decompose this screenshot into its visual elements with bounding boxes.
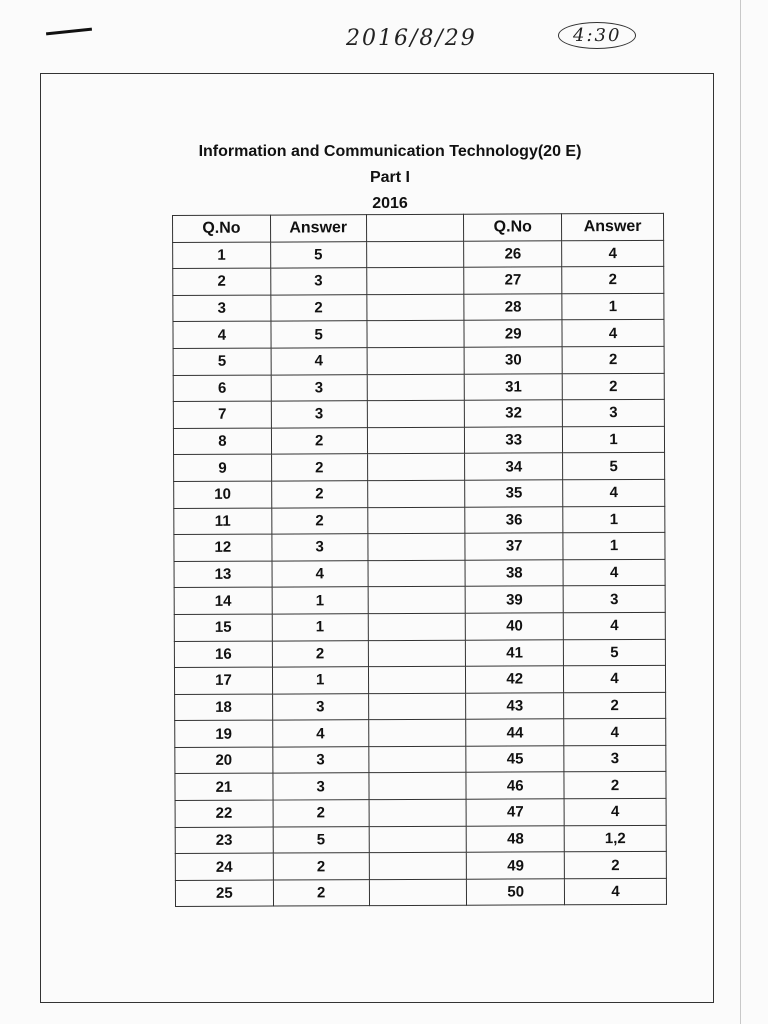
blank-cell bbox=[368, 720, 466, 747]
answer-right: 1 bbox=[563, 532, 665, 559]
table-row bbox=[175, 878, 666, 907]
question-number-left: 24 bbox=[175, 853, 273, 880]
question-number-right: 34 bbox=[465, 453, 563, 480]
question-number-right: 46 bbox=[466, 772, 564, 799]
table-row bbox=[174, 612, 665, 641]
question-number-right: 33 bbox=[465, 427, 563, 454]
answer-right: 1 bbox=[562, 293, 664, 320]
question-number-right: 39 bbox=[465, 586, 563, 613]
question-number-right: 45 bbox=[466, 746, 564, 773]
blank-cell bbox=[367, 347, 465, 374]
question-number-right: 48 bbox=[466, 825, 564, 852]
question-number-right: 36 bbox=[465, 506, 563, 533]
question-number-left: 9 bbox=[174, 454, 272, 481]
answer-left: 2 bbox=[271, 454, 367, 481]
table-body bbox=[173, 240, 667, 907]
question-number-right: 31 bbox=[465, 373, 563, 400]
page-edge bbox=[740, 0, 741, 1024]
answer-right: 2 bbox=[564, 692, 666, 719]
answer-left: 1 bbox=[272, 614, 368, 641]
answer-left: 3 bbox=[271, 401, 367, 428]
table-row bbox=[175, 772, 666, 801]
blank-cell bbox=[368, 746, 466, 773]
answer-left: 1 bbox=[272, 587, 368, 614]
question-number-right: 38 bbox=[465, 560, 563, 587]
question-number-right: 26 bbox=[464, 240, 562, 267]
blank-cell bbox=[368, 693, 466, 720]
header-answer-right: Answer bbox=[562, 213, 664, 240]
document-part: Part I bbox=[369, 169, 410, 186]
answer-right: 3 bbox=[564, 745, 666, 772]
answer-right: 2 bbox=[562, 267, 664, 294]
question-number-right: 40 bbox=[466, 613, 564, 640]
answer-left: 5 bbox=[273, 826, 369, 853]
question-number-left: 13 bbox=[174, 561, 272, 588]
blank-cell bbox=[366, 267, 464, 294]
blank-cell bbox=[368, 587, 466, 614]
table-row bbox=[174, 639, 665, 668]
table-row bbox=[175, 852, 666, 881]
answer-left: 1 bbox=[272, 667, 368, 694]
blank-cell bbox=[366, 294, 464, 321]
question-number-left: 10 bbox=[174, 481, 272, 508]
answer-right: 4 bbox=[563, 612, 665, 639]
table-row bbox=[174, 506, 665, 535]
answer-left: 5 bbox=[271, 321, 367, 348]
table-row bbox=[174, 532, 665, 561]
question-number-right: 29 bbox=[464, 320, 562, 347]
handwritten-date: 2016/8/29 bbox=[346, 26, 477, 51]
header-answer-left: Answer bbox=[270, 215, 366, 242]
question-number-right: 43 bbox=[466, 692, 564, 719]
answer-right: 1 bbox=[563, 506, 665, 533]
answer-left: 2 bbox=[271, 427, 367, 454]
blank-cell bbox=[367, 374, 465, 401]
question-number-left: 15 bbox=[174, 614, 272, 641]
question-number-left: 4 bbox=[173, 321, 271, 348]
question-number-left: 25 bbox=[175, 880, 273, 907]
table-row bbox=[175, 825, 666, 854]
answer-left: 2 bbox=[272, 640, 368, 667]
table-row bbox=[175, 692, 666, 721]
question-number-left: 17 bbox=[174, 667, 272, 694]
table-row bbox=[173, 320, 664, 349]
answer-left: 2 bbox=[273, 879, 369, 906]
blank-cell bbox=[366, 241, 464, 268]
header-qno-left: Q.No bbox=[173, 215, 271, 242]
answer-right: 4 bbox=[562, 320, 664, 347]
answer-right: 2 bbox=[564, 852, 666, 879]
document-year: 2016 bbox=[372, 195, 408, 212]
answer-right: 1,2 bbox=[564, 825, 666, 852]
question-number-left: 20 bbox=[175, 747, 273, 774]
table-header-row bbox=[173, 213, 664, 242]
blank-cell bbox=[368, 613, 466, 640]
question-number-right: 35 bbox=[465, 480, 563, 507]
blank-cell bbox=[368, 773, 466, 800]
blank-cell bbox=[367, 533, 465, 560]
question-number-left: 6 bbox=[173, 375, 271, 402]
table-row bbox=[173, 373, 664, 402]
table-row bbox=[174, 559, 665, 588]
table-row bbox=[173, 267, 664, 296]
header-blank bbox=[366, 214, 464, 241]
table-row bbox=[174, 479, 665, 508]
question-number-right: 41 bbox=[466, 639, 564, 666]
table-row bbox=[173, 240, 664, 269]
answer-left: 2 bbox=[271, 294, 367, 321]
question-number-left: 19 bbox=[175, 720, 273, 747]
question-number-left: 21 bbox=[175, 774, 273, 801]
answer-left: 2 bbox=[272, 507, 368, 534]
answer-right: 4 bbox=[563, 479, 665, 506]
answer-left: 3 bbox=[273, 773, 369, 800]
question-number-left: 3 bbox=[173, 295, 271, 322]
answer-left: 5 bbox=[270, 241, 366, 268]
answer-left: 2 bbox=[271, 481, 367, 508]
answer-table bbox=[172, 213, 667, 908]
table-row bbox=[174, 453, 665, 482]
answer-left: 3 bbox=[272, 534, 368, 561]
question-number-right: 28 bbox=[464, 294, 562, 321]
question-number-left: 14 bbox=[174, 587, 272, 614]
question-number-left: 12 bbox=[174, 534, 272, 561]
pen-mark bbox=[46, 28, 92, 36]
question-number-right: 27 bbox=[464, 267, 562, 294]
question-number-left: 23 bbox=[175, 827, 273, 854]
answer-right: 5 bbox=[563, 453, 665, 480]
answer-right: 5 bbox=[563, 639, 665, 666]
blank-cell bbox=[367, 321, 465, 348]
question-number-left: 18 bbox=[175, 694, 273, 721]
blank-cell bbox=[367, 480, 465, 507]
table-row bbox=[173, 426, 664, 455]
answer-left: 3 bbox=[271, 374, 367, 401]
answer-right: 2 bbox=[562, 373, 664, 400]
answer-left: 3 bbox=[271, 268, 367, 295]
question-number-left: 5 bbox=[173, 348, 271, 375]
blank-cell bbox=[369, 852, 467, 879]
table-row bbox=[173, 293, 664, 322]
table-row bbox=[175, 745, 666, 774]
table-row bbox=[174, 586, 665, 615]
question-number-right: 32 bbox=[465, 400, 563, 427]
table-row bbox=[175, 798, 666, 827]
question-number-left: 1 bbox=[173, 242, 271, 269]
question-number-left: 2 bbox=[173, 268, 271, 295]
answer-left: 4 bbox=[271, 348, 367, 375]
question-number-left: 16 bbox=[174, 641, 272, 668]
question-number-right: 49 bbox=[467, 852, 565, 879]
table-row bbox=[174, 665, 665, 694]
question-number-right: 44 bbox=[466, 719, 564, 746]
blank-cell bbox=[368, 666, 466, 693]
answer-left: 3 bbox=[273, 747, 369, 774]
question-number-right: 30 bbox=[464, 347, 562, 374]
document-title: Information and Communication Technology(20 E) bbox=[198, 143, 582, 160]
table-row bbox=[175, 719, 666, 748]
answer-right: 3 bbox=[562, 400, 664, 427]
answer-left: 2 bbox=[273, 853, 369, 880]
answer-left: 2 bbox=[273, 800, 369, 827]
answer-right: 2 bbox=[564, 772, 666, 799]
answer-right: 2 bbox=[562, 346, 664, 373]
question-number-right: 50 bbox=[467, 879, 565, 906]
answer-right: 1 bbox=[563, 426, 665, 453]
answer-right: 4 bbox=[563, 559, 665, 586]
answer-right: 3 bbox=[563, 586, 665, 613]
blank-cell bbox=[367, 454, 465, 481]
handwritten-annotation bbox=[342, 16, 692, 64]
blank-cell bbox=[367, 427, 465, 454]
answer-right: 4 bbox=[564, 665, 666, 692]
blank-cell bbox=[367, 507, 465, 534]
blank-cell bbox=[367, 400, 465, 427]
question-number-right: 42 bbox=[466, 666, 564, 693]
question-number-right: 47 bbox=[466, 799, 564, 826]
header-qno-right: Q.No bbox=[464, 214, 562, 241]
blank-cell bbox=[369, 879, 467, 906]
table-row bbox=[173, 400, 664, 429]
table-row bbox=[173, 346, 664, 375]
answer-right: 4 bbox=[564, 798, 666, 825]
blank-cell bbox=[369, 799, 467, 826]
question-number-right: 37 bbox=[465, 533, 563, 560]
question-number-left: 11 bbox=[174, 508, 272, 535]
answer-right: 4 bbox=[564, 719, 666, 746]
question-number-left: 7 bbox=[173, 401, 271, 428]
blank-cell bbox=[368, 640, 466, 667]
question-number-left: 8 bbox=[173, 428, 271, 455]
answer-left: 3 bbox=[272, 693, 368, 720]
answer-left: 4 bbox=[272, 720, 368, 747]
question-number-left: 22 bbox=[175, 800, 273, 827]
blank-cell bbox=[369, 826, 467, 853]
answer-right: 4 bbox=[565, 878, 667, 905]
handwritten-time: 4:30 bbox=[558, 22, 636, 49]
answer-left: 4 bbox=[272, 560, 368, 587]
blank-cell bbox=[368, 560, 466, 587]
answer-right: 4 bbox=[562, 240, 664, 267]
